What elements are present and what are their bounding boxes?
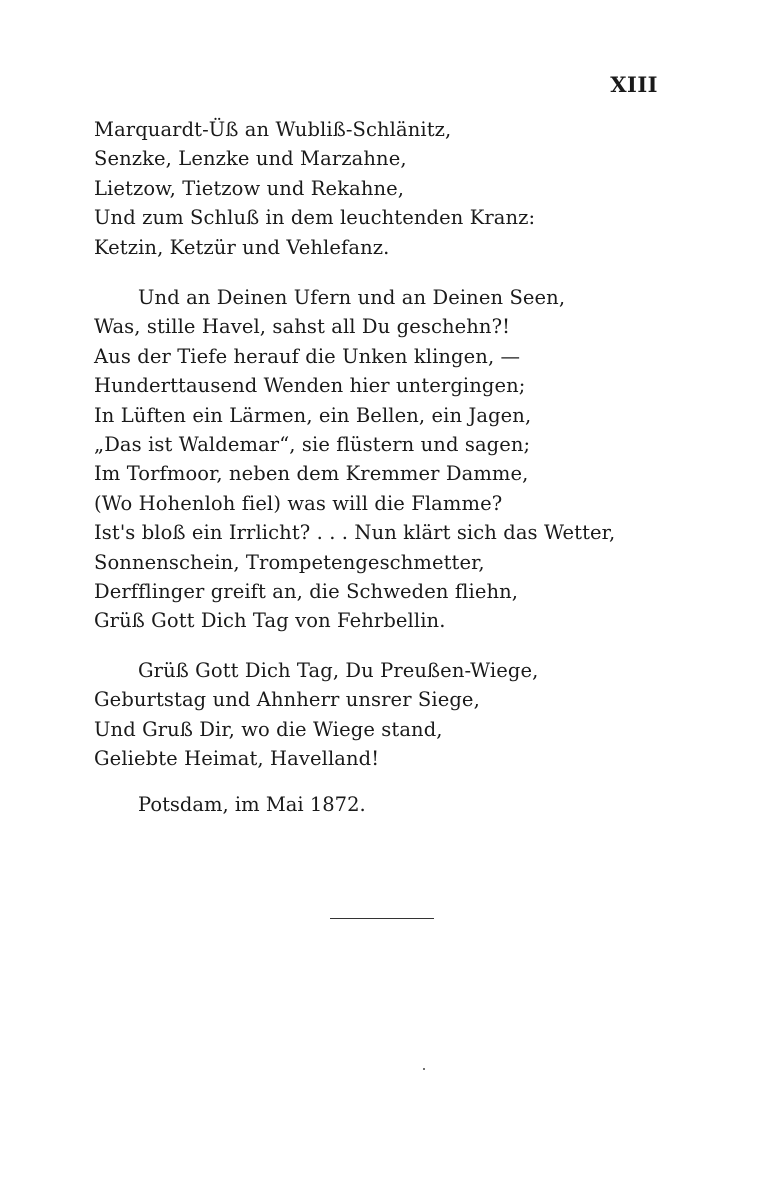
poem-line: Geburtstag und Ahnherr unsrer Siege, bbox=[94, 688, 480, 712]
poem-line: Geliebte Heimat, Havelland! bbox=[94, 747, 380, 771]
poem-line: Ketzin, Ketzür und Vehlefanz. bbox=[94, 235, 390, 259]
poem-line: Grüß Gott Dich Tag von Fehrbellin. bbox=[94, 609, 446, 633]
stanza-1 bbox=[94, 115, 535, 262]
poem-line: (Wo Hohenloh fiel) was will die Flamme? bbox=[94, 491, 503, 515]
poem-line: Und Gruß Dir, wo die Wiege stand, bbox=[94, 717, 443, 741]
poem-line: „Das ist Waldemar“, sie flüstern und sagen; bbox=[94, 432, 531, 456]
print-speck bbox=[423, 1068, 425, 1070]
stanza-3 bbox=[94, 656, 538, 774]
place-date-signature: Potsdam, im Mai 1872. bbox=[138, 793, 366, 816]
end-rule-divider bbox=[330, 918, 434, 919]
poem-line: Sonnenschein, Trompetengeschmetter, bbox=[94, 550, 485, 574]
poem-line: Ist's bloß ein Irrlicht? . . . Nun klärt sich das Wetter, bbox=[94, 521, 616, 545]
poem-line: Hunderttausend Wenden hier untergingen; bbox=[94, 374, 526, 398]
poem-line: Marquardt-Üß an Wubliß-Schlänitz, bbox=[94, 118, 452, 141]
poem-line: In Lüften ein Lärmen, ein Bellen, ein Jagen, bbox=[94, 403, 532, 427]
poem-line: Lietzow, Tietzow und Rekahne, bbox=[94, 176, 405, 200]
poem-line: Grüß Gott Dich Tag, Du Preußen-Wiege, bbox=[138, 659, 539, 682]
poem-line: Und zum Schluß in dem leuchtenden Kranz: bbox=[94, 206, 536, 230]
poem-line: Derfflinger greift an, die Schweden fliehn, bbox=[94, 579, 519, 603]
poem-line: Was, stille Havel, sahst all Du geschehn?! bbox=[94, 315, 511, 339]
poem-line: Aus der Tiefe herauf die Unken klingen, — bbox=[94, 344, 521, 368]
poem-line: Im Torfmoor, neben dem Kremmer Damme, bbox=[94, 462, 529, 486]
poem-line: Und an Deinen Ufern und an Deinen Seen, bbox=[138, 286, 566, 309]
poem-line: Senzke, Lenzke und Marzahne, bbox=[94, 147, 407, 171]
page-number: XIII bbox=[610, 72, 658, 97]
stanza-2 bbox=[94, 283, 615, 636]
